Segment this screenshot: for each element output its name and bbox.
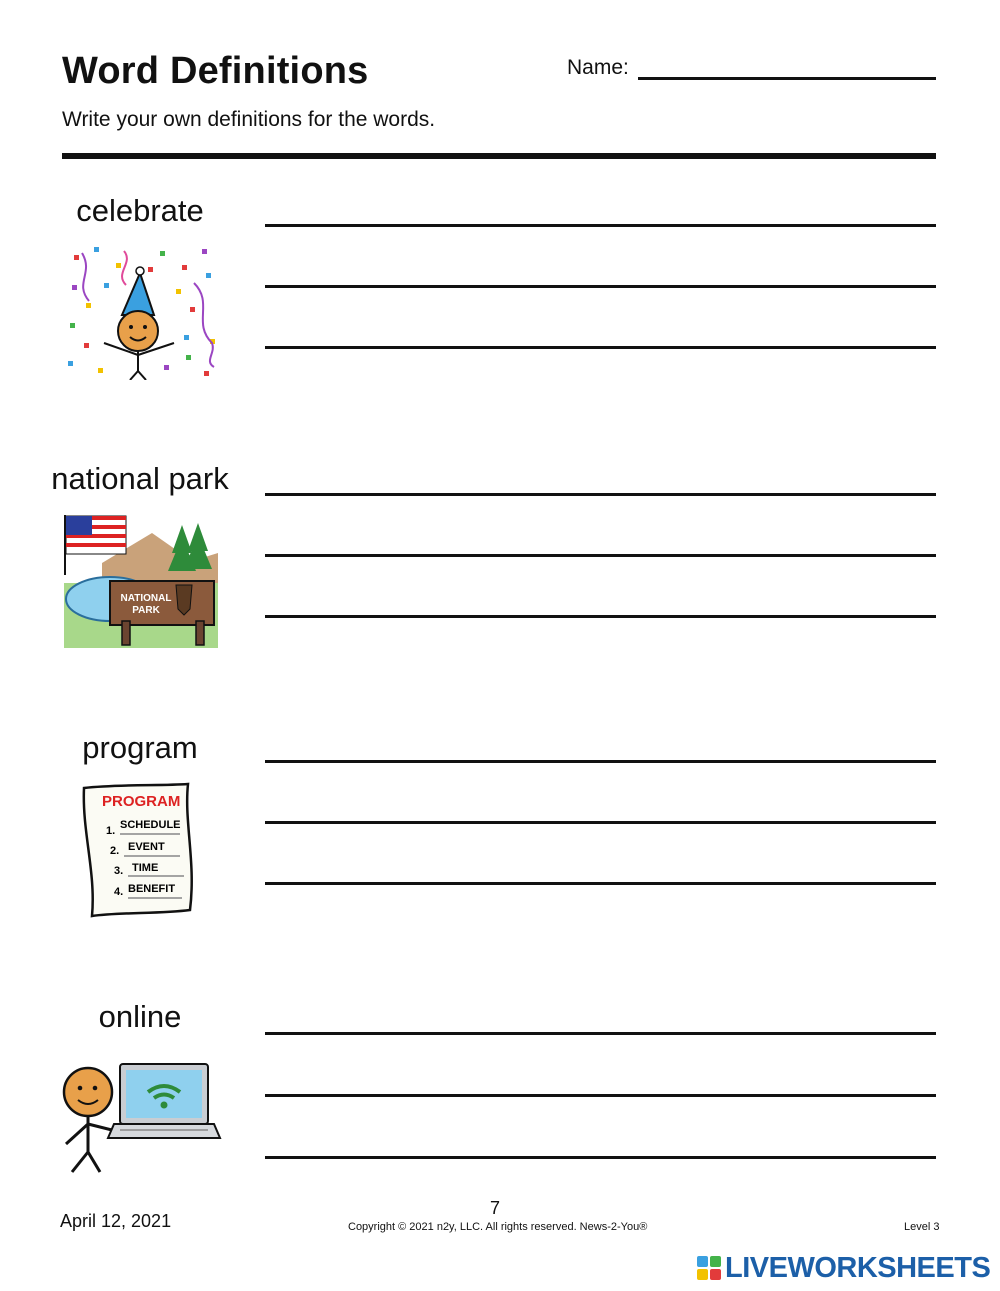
definition-line[interactable] (265, 224, 936, 227)
svg-text:2.: 2. (110, 845, 120, 857)
definition-line[interactable] (265, 821, 936, 824)
liveworksheets-logo (697, 1253, 990, 1283)
svg-text:TIME: TIME (132, 862, 159, 874)
person-laptop-wifi-icon (58, 1062, 222, 1174)
footer-date: April 12, 2021 (60, 1211, 172, 1231)
definition-line[interactable] (265, 285, 936, 288)
word-online: online (98, 999, 182, 1034)
svg-text:SCHEDULE: SCHEDULE (120, 819, 181, 831)
definition-line[interactable] (265, 882, 936, 885)
svg-text:EVENT: EVENT (128, 841, 165, 853)
definition-line[interactable] (265, 1094, 936, 1097)
svg-text:PROGRAM: PROGRAM (102, 793, 181, 810)
definition-line[interactable] (265, 346, 936, 349)
level-label: Level 3 (904, 1221, 940, 1233)
word-celebrate: celebrate (76, 193, 204, 228)
svg-text:NATIONAL: NATIONAL (120, 593, 172, 604)
page-number: 7 (490, 1198, 501, 1218)
instructions: Write your own definitions for the words. (62, 108, 436, 131)
page-title: Word Definitions (62, 50, 369, 92)
word-program: program (82, 730, 198, 765)
svg-text:3.: 3. (114, 865, 124, 877)
national-park-sign-icon (62, 513, 218, 648)
name-answer-line[interactable] (638, 77, 936, 80)
definition-line[interactable] (265, 554, 936, 557)
definition-line[interactable] (265, 1032, 936, 1035)
word-national-park: national park (51, 461, 229, 496)
liveworksheets-wordmark: LIVEWORKSHEETS (725, 1251, 991, 1284)
party-hat-confetti-icon (64, 243, 219, 380)
header-divider (62, 153, 936, 159)
svg-text:BENEFIT: BENEFIT (128, 883, 176, 895)
svg-text:PARK: PARK (132, 605, 160, 616)
liveworksheets-cube-icon (697, 1256, 721, 1280)
svg-text:4.: 4. (114, 886, 124, 898)
name-label: Name: (567, 56, 629, 79)
definition-line[interactable] (265, 760, 936, 763)
svg-text:1.: 1. (106, 825, 116, 837)
definition-line[interactable] (265, 615, 936, 618)
program-paper-icon (80, 782, 198, 918)
definition-line[interactable] (265, 493, 936, 496)
definition-line[interactable] (265, 1156, 936, 1159)
copyright-notice: Copyright © 2021 n2y, LLC. All rights reserved. News-2-You® (348, 1221, 648, 1233)
